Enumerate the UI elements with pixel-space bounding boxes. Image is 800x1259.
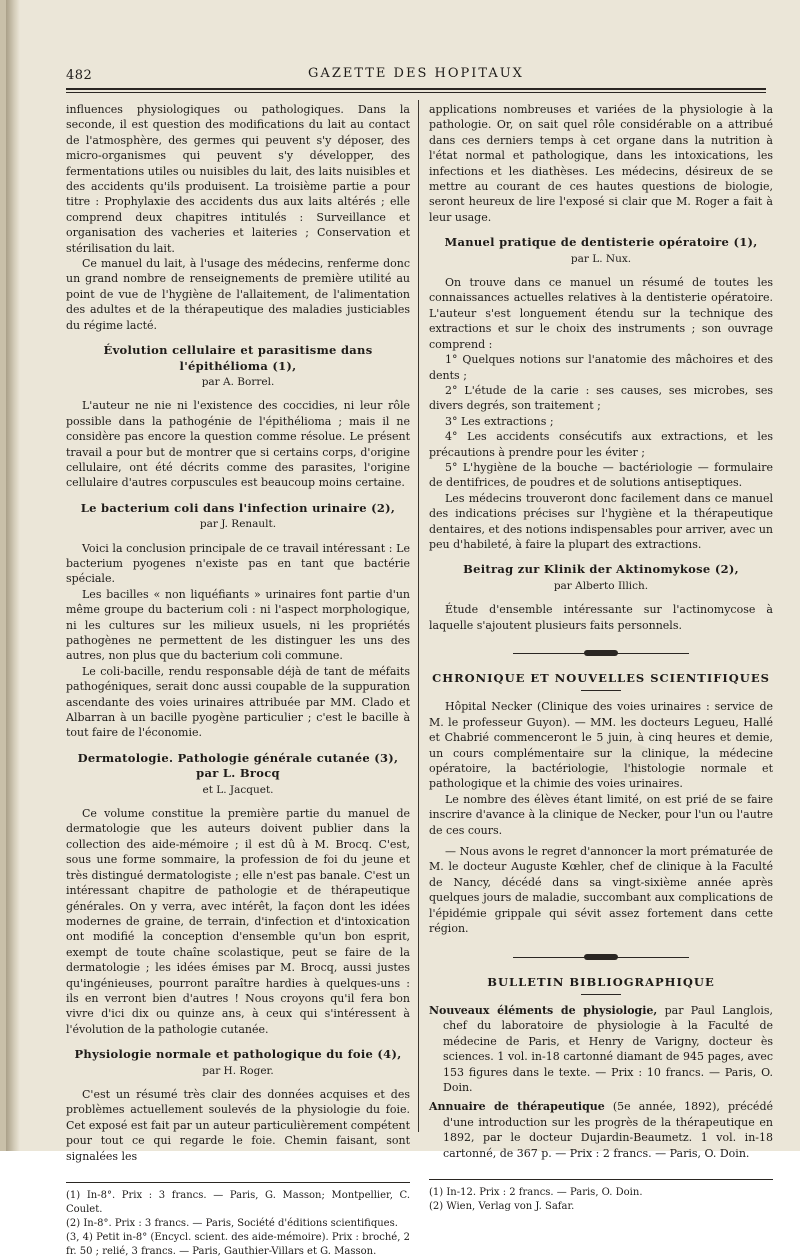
section-title: BULLETIN BIBLIOGRAPHIQUE [487, 974, 715, 989]
paragraph: On trouve dans ce manuel un résumé de toutes les connaissances actuelles relatives à la dentisterie opératoire. L'auteur s'est longuement étendu sur la technique des extractions et sur le choix des instruments ; son ouvrage comprend : [429, 276, 773, 351]
footnote: (2) Wien, Verlag von J. Safar. [429, 1200, 575, 1212]
entry-title: Nouveaux éléments de physiologie, [429, 1003, 658, 1017]
review-author: et L. Jacquet. [202, 783, 274, 796]
paragraph: Le coli-bacille, rendu responsable déjà de tant de méfaits pathogéniques, serait donc aussi coupable de la suppuration ascendante des voies urinaires attribuée par MM. Clado et Albarran à un bacille pyogène particulier ; c'est le bacille à tout faire de l'économie. [66, 664, 410, 740]
short-rule [581, 994, 621, 995]
review-title: Manuel pratique de dentisterie opératoire (1), [444, 235, 758, 250]
paragraph: L'auteur ne nie ni l'existence des coccidies, ni leur rôle possible dans la pathogénie de l'épithélioma ; mais il ne considère pas encore la question comme résolue. Le présent travail a pour but de montrer que si certains corps, d'origine cellulaire, ont été décrits comme des parasites, l'origine cellulaire d'autres corpuscules est beaucoup moins certaine. [66, 399, 410, 490]
paragraph: Étude d'ensemble intéressante sur l'actinomycose à laquelle s'ajoutent plusieurs faits personnels. [429, 603, 773, 632]
list-item: 2° L'étude de la carie : ses causes, ses microbes, ses divers degrés, son traitement ; [429, 383, 773, 413]
footnotes [66, 1182, 410, 1259]
review-title: Dermatologie. Pathologie générale cutanée (3), par L. Brocq [77, 750, 399, 781]
section-title: CHRONIQUE ET NOUVELLES SCIENTIFIQUES [432, 671, 770, 685]
entry-details: (5e année, 1892), précédé d'une introduction sur les progrès de la thérapeutique en 1892, par le docteur Dujardin-Beaumetz. 1 vol. in-18 cartonné, de 367 p. — Prix : 2 francs. — Paris, O. Doin. [443, 1100, 773, 1160]
ornament-divider [429, 951, 773, 965]
paragraph: Voici la conclusion principale de ce travail intéressant : Le bacterium pyogenes n'existe pas en tant que bactérie spéciale. [66, 541, 410, 586]
list-item: 3° Les extractions ; [445, 414, 554, 428]
bibliography [429, 1003, 773, 1161]
entry-details: par Paul Langlois, chef du laboratoire de physiologie à la Faculté de médecine de Paris, et Henry de Varigny, docteur ès sciences. 1 vol. in-18 cartonné diamant de 945 pages, avec 153 figures dans le texte. — Prix : 10 francs. — Paris, O. Doin. [443, 1003, 773, 1094]
paragraph: — Nous avons le regret d'annoncer la mort prématurée de M. le docteur Auguste Kœhler, chef de clinique à la Faculté de Nancy, décédé dans sa vingt-sixième année après quelques jours de maladie, succombant aux complications de l'épidémie grippale qui sévit assez fortement dans cette région. [429, 845, 773, 936]
bibliography-entry [429, 1099, 773, 1161]
footnote: (3, 4) Petit in-8° (Encycl. scient. des aide-mémoire). Prix : broché, 2 fr. 50 ; relié, 3 francs. — Paris, Gauthier-Villars et G. Masson. [66, 1232, 410, 1257]
footnotes [429, 1179, 773, 1214]
review-title: Évolution cellulaire et parasitisme dans l'épithélioma (1), [103, 343, 373, 373]
footnote: (1) In-8°. Prix : 3 francs. — Paris, G. Masson; Montpellier, C. Coulet. [66, 1190, 410, 1215]
paragraph: C'est un résumé très clair des données acquises et des problèmes actuellement soulevés de la physiologie du foie. Cet exposé est fait par un auteur particulièrement compétent pour tout ce qui regarde le foie. Chemin faisant, sont signalées les [66, 1087, 410, 1163]
paragraph: Ce volume constitue la première partie du manuel de dermatologie que les auteurs doivent publier dans la collection des aide-mémoire ; il est dû à M. Brocq. C'est, sous une forme sommaire, la profession de foi du jeune et très distingué dermatologiste ; elle n'est pas banale. C'est un intéressant chapitre de pathologie et de thérapeutique générales. On y verra, avec intérêt, la façon dont les idées modernes de graine, de terrain, d'infection et d'intoxication ont modifié la conception d'ensemble qu'un bon esprit, exempt de toute chaîne scolastique, peut se faire de la dermatologie ; les idées émises par M. Brocq, aussi justes qu'ingénieuses, pourront paraître hardies à quelques-uns : ils en verront bien d'autres ! Nous croyons qu'il fera bon vivre d'ici dix ou quinze ans, à ceux qui s'intéressent à l'évolution de la pathologie cutanée. [66, 807, 410, 1036]
paragraph: Les médecins trouveront donc facilement dans ce manuel des indications précises sur l'hygiène et la thérapeutique dentaires, et des notions indispensables pour arriver, avec un peu d'habileté, à faire la plupart des extractions. [429, 491, 773, 551]
entry-title: Annuaire de thérapeutique [429, 1100, 605, 1114]
review-author: par H. Roger. [202, 1064, 274, 1077]
paragraph: applications nombreuses et variées de la physiologie à la pathologie. Or, on sait quel rôle considérable on a attribué dans ces derniers temps à cet organe dans la nutrition à l'état normal et pathologique, dans les intoxications, les infections et les diathèses. Les médecins, désireux de se mettre au courant de ces hautes questions de biologie, seront heureux de lire l'exposé si clair que M. Roger a fait à leur usage. [429, 103, 773, 224]
review-author: par Alberto Illich. [553, 579, 649, 592]
list-item: 1° Quelques notions sur l'anatomie des mâchoires et des dents ; [429, 353, 773, 382]
review-author: par A. Borrel. [201, 375, 275, 388]
footnote: (1) In-12. Prix : 2 francs. — Paris, O. Doin. [429, 1186, 643, 1198]
paragraph: Le nombre des élèves étant limité, on est prié de se faire inscrire d'avance à la clinique de Necker, pour l'un ou l'autre de ces cours. [429, 792, 773, 837]
short-rule [581, 690, 621, 691]
list-item: 4° Les accidents consécutifs aux extractions, et les précautions à prendre pour les éviter ; [429, 430, 773, 459]
review-title: Beitrag zur Klinik der Aktinomykose (2), [463, 562, 739, 577]
review-title: Le bacterium coli dans l'infection urinaire (2), [80, 500, 396, 515]
footnote: (2) In-8°. Prix : 3 francs. — Paris, Société d'éditions scientifiques. [66, 1218, 398, 1229]
review-title: Physiologie normale et pathologique du foie (4), [74, 1047, 402, 1062]
page-header [66, 60, 766, 94]
journal-title: GAZETTE DES HOPITAUX [308, 66, 524, 81]
page-number: 482 [66, 68, 93, 83]
header-rule [66, 88, 766, 93]
right-column [429, 102, 773, 1214]
ornament-divider [429, 647, 773, 661]
bibliography-entry [429, 1003, 773, 1095]
left-column [66, 102, 410, 1259]
paragraph: Hôpital Necker (Clinique des voies urinaires : service de M. le professeur Guyon). — MM. les docteurs Legueu, Hallé et Chabrié commenceront le 5 juin, à cinq heures et demie, un cours complémentaire sur la clinique, la médecine opératoire, la bactériologie, l'histologie normale et pathologique et la chimie des voies urinaires. [429, 700, 773, 791]
list-item: 5° L'hygiène de la bouche — bactériologie — formulaire de dentifrices, de poudres et de solutions antiseptiques. [429, 460, 773, 490]
review-author: par J. Renault. [199, 518, 277, 531]
binding-edge [6, 0, 20, 1151]
column-divider [418, 100, 419, 1132]
review-author: par L. Nux. [570, 252, 632, 265]
paragraph: Ce manuel du lait, à l'usage des médecins, renferme donc un grand nombre de renseignements de première utilité au point de vue de l'hygiène de l'allaitement, de l'alimentation des adultes et de la thérapeutique des maladies justiciables du régime lacté. [66, 257, 410, 332]
paragraph: influences physiologiques ou pathologiques. Dans la seconde, il est question des modifications du lait au contact de l'atmosphère, des germes qui peuvent s'y déposer, des micro-organismes qui peuvent s'y développer, des fermentations utiles ou nuisibles du lait, des laits nuisibles et des accidents qu'ils produisent. La troisième partie a pour titre : Prophylaxie des accidents dus aux laits altérés ; elle comprend deux chapitres intitulés : Surveillance et organisation des vacheries et laiteries ; Conservation et stérilisation du lait. [66, 103, 410, 255]
paragraph: Les bacilles « non liquéfiants » urinaires font partie d'un même groupe du bacterium coli : ni l'aspect morphologique, ni les cultures sur les milieux usuels, ni les propriétés pathogènes ne permettent de les distinguer les uns des autres, non plus que du bacterium coli commune. [66, 587, 410, 663]
